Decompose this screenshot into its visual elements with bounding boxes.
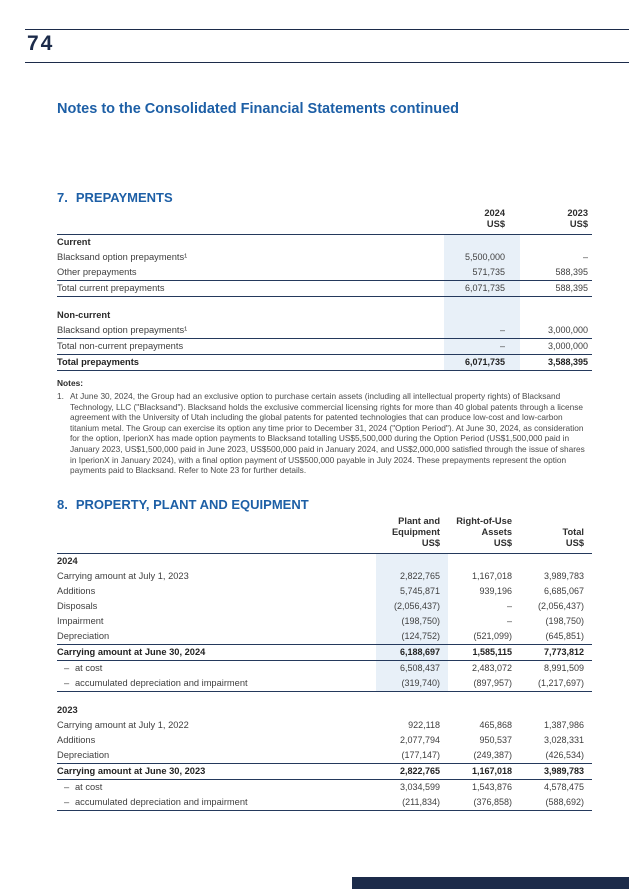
table-row xyxy=(57,676,592,692)
cell-value: 3,000,000 xyxy=(520,338,592,354)
cell-value: 465,868 xyxy=(479,719,512,730)
cell-value: 3,034,599 xyxy=(399,781,440,792)
row-label: Depreciation xyxy=(57,629,376,645)
table-row xyxy=(57,795,592,811)
note-text: At June 30, 2024, the Group had an exclusive option to purchase certain assets (including all intellectual property rights) of Blacksand Technology, LLC ("Blacksand"). Blacksand holds the exclusive commercial licensing rights for more than 40 global patents through a license agreement with the University of Utah including the global patents for patented technologies that can produce low-cost and low-carbon titanium metal. The Group can exercise its option any time prior to December 31, 2024 ("Option Period"). At June 30, 2024, as consideration for the option, IperionX has made option payments to Blacksand totalling US$5,500,000 during the Option Period (US$1,500,000 paid in January 2023, US$1,500,000 paid in June 2023, US$500,000 paid in January 2024, and US$2,000,000 satisfied through the issue of shares in IperionX in January 2024), with a final option payment of US$500,000 payable in July 2024. These prepayments represent the option payments paid to Blacksand. Refer to Note 23 for further details. xyxy=(70,391,585,476)
cell-value: (198,750) xyxy=(545,616,584,626)
cell-value: (124,752) xyxy=(376,629,448,645)
row-label: Total prepayments xyxy=(57,354,444,370)
table-row xyxy=(57,308,592,323)
row-label: Additions xyxy=(57,734,96,745)
cell-value: 1,167,018 xyxy=(448,763,520,779)
cell-value: 2,077,794 xyxy=(399,734,440,745)
table-row xyxy=(57,235,592,251)
table-row xyxy=(57,338,592,354)
cell-value: 2,822,765 xyxy=(376,763,448,779)
cell-value: 1,585,115 xyxy=(448,645,520,661)
cell-value: 5,745,871 xyxy=(376,584,448,599)
row-label: Carrying amount at June 30, 2024 xyxy=(57,645,376,661)
row-label: – at cost xyxy=(64,663,103,673)
cell-value: 950,537 xyxy=(479,734,512,745)
cell-value: (211,834) xyxy=(376,795,448,811)
row-label: Current xyxy=(57,237,91,247)
cell-value xyxy=(448,554,520,570)
table-row xyxy=(57,281,592,297)
cell-value: 588,395 xyxy=(520,281,592,297)
cell-value: (1,217,697) xyxy=(520,676,592,692)
table-row xyxy=(57,692,592,703)
cell-value: 922,118 xyxy=(408,719,440,730)
column-header: 2024 US$ xyxy=(444,208,520,235)
cell-value xyxy=(376,692,448,703)
section-7-title: PREPAYMENTS xyxy=(75,190,173,205)
cell-value xyxy=(376,703,448,718)
cell-value: 4,578,475 xyxy=(543,781,584,792)
cell-value: (249,387) xyxy=(448,748,520,764)
cell-value: 3,028,331 xyxy=(543,734,584,745)
cell-value: – xyxy=(444,323,520,339)
cell-value: 5,500,000 xyxy=(444,250,520,265)
cell-value: (645,851) xyxy=(520,629,592,645)
table-row xyxy=(57,554,592,570)
row-label: – accumulated depreciation and impairment xyxy=(57,676,376,692)
notes-section xyxy=(57,378,593,476)
column-header-blank xyxy=(57,208,444,235)
cell-value: 571,735 xyxy=(444,265,520,281)
cell-value: (177,147) xyxy=(376,748,448,764)
cell-value: (376,858) xyxy=(448,795,520,811)
cell-value: 3,989,783 xyxy=(543,571,584,581)
row-label: Total non-current prepayments xyxy=(57,338,444,354)
row-label: Carrying amount at July 1, 2022 xyxy=(57,719,189,730)
cell-value xyxy=(520,308,592,323)
table-row xyxy=(57,661,592,677)
cell-value: (897,957) xyxy=(448,676,520,692)
table-row xyxy=(57,703,592,718)
cell-value: – xyxy=(582,252,588,262)
top-rule xyxy=(25,29,629,30)
row-label: – at cost xyxy=(64,781,103,792)
table-row xyxy=(57,763,592,779)
cell-value: (588,692) xyxy=(520,795,592,811)
cell-value: 1,167,018 xyxy=(471,571,512,581)
cell-value: 939,196 xyxy=(479,586,512,596)
page-title: Notes to the Consolidated Financial Statements continued xyxy=(57,101,460,117)
row-label: Total current prepayments xyxy=(57,281,444,297)
row-label: Depreciation xyxy=(57,748,376,764)
column-header: 2023 US$ xyxy=(520,208,592,235)
top-rule-2 xyxy=(25,62,629,63)
cell-value: 3,588,395 xyxy=(520,354,592,370)
cell-value: (2,056,437) xyxy=(537,601,584,611)
cell-value xyxy=(448,703,520,718)
row-label: – accumulated depreciation and impairment xyxy=(57,795,376,811)
table-row xyxy=(57,354,592,370)
notes-label: Notes: xyxy=(57,378,84,388)
cell-value xyxy=(448,692,520,703)
table-row xyxy=(57,599,592,614)
row-label: 2023 xyxy=(57,704,78,715)
column-header: Plant and Equipment US$ xyxy=(376,516,448,554)
table-row xyxy=(57,584,592,599)
table-row xyxy=(57,569,592,584)
table-row xyxy=(57,779,592,795)
cell-value: 8,991,509 xyxy=(543,663,584,673)
ppe-table xyxy=(57,516,592,811)
prepayments-table xyxy=(57,208,592,371)
table-row xyxy=(57,614,592,629)
cell-value: – xyxy=(506,616,512,626)
row-label: Additions xyxy=(57,586,96,596)
cell-value xyxy=(376,554,448,570)
row-label: Other prepayments xyxy=(57,265,444,281)
table-row xyxy=(57,718,592,733)
cell-value: 2,483,072 xyxy=(471,663,512,673)
row-label: Non-current xyxy=(57,309,111,320)
cell-value xyxy=(520,703,592,718)
section-8-title: PROPERTY, PLANT AND EQUIPMENT xyxy=(75,497,309,512)
note-number: 1. xyxy=(57,391,64,401)
cell-value: 3,989,783 xyxy=(520,763,592,779)
section-8-heading xyxy=(57,497,309,512)
row-label: Carrying amount at July 1, 2023 xyxy=(57,571,189,581)
cell-value xyxy=(444,235,520,251)
cell-value: 6,071,735 xyxy=(444,354,520,370)
column-header: Total US$ xyxy=(520,516,592,554)
cell-value: 7,773,812 xyxy=(520,645,592,661)
table-row xyxy=(57,265,592,281)
cell-value: – xyxy=(506,601,512,611)
page-number: 74 xyxy=(27,32,55,55)
row-label xyxy=(57,692,376,703)
note-item-1 xyxy=(57,391,593,476)
table-row xyxy=(57,629,592,645)
cell-value: 6,508,437 xyxy=(376,661,448,677)
cell-value: 6,188,697 xyxy=(376,645,448,661)
table-row xyxy=(57,323,592,339)
row-label xyxy=(57,297,444,308)
cell-value: 1,543,876 xyxy=(471,781,512,792)
cell-value xyxy=(520,692,592,703)
section-8-number: 8. xyxy=(57,497,68,512)
cell-value xyxy=(520,297,592,308)
cell-value: 2,822,765 xyxy=(376,569,448,584)
cell-value xyxy=(520,554,592,570)
cell-value: – xyxy=(444,338,520,354)
cell-value xyxy=(444,308,520,323)
row-label: Blacksand option prepayments¹ xyxy=(57,323,444,339)
table-row xyxy=(57,297,592,308)
footer-accent-bar xyxy=(352,877,629,889)
row-label: 2024 xyxy=(57,556,78,566)
row-label: Carrying amount at June 30, 2023 xyxy=(57,763,376,779)
cell-value: 6,685,067 xyxy=(543,586,584,596)
column-header: Right-of-Use Assets US$ xyxy=(448,516,520,554)
cell-value: (521,099) xyxy=(448,629,520,645)
cell-value: 6,071,735 xyxy=(444,281,520,297)
row-label: Disposals xyxy=(57,601,98,611)
cell-value: 588,395 xyxy=(520,265,592,281)
table-row xyxy=(57,645,592,661)
cell-value: 3,000,000 xyxy=(520,323,592,339)
row-label: Blacksand option prepayments¹ xyxy=(57,252,188,262)
section-7-heading xyxy=(57,190,173,205)
cell-value: (319,740) xyxy=(376,676,448,692)
cell-value xyxy=(520,235,592,251)
table-row xyxy=(57,733,592,748)
cell-value: (198,750) xyxy=(376,614,448,629)
cell-value: 1,387,986 xyxy=(543,719,584,730)
cell-value xyxy=(444,297,520,308)
cell-value: (426,534) xyxy=(520,748,592,764)
cell-value: (2,056,437) xyxy=(376,599,448,614)
row-label: Impairment xyxy=(57,616,104,626)
section-7-number: 7. xyxy=(57,190,68,205)
column-header-blank xyxy=(57,516,376,554)
table-row xyxy=(57,748,592,764)
table-row xyxy=(57,250,592,265)
